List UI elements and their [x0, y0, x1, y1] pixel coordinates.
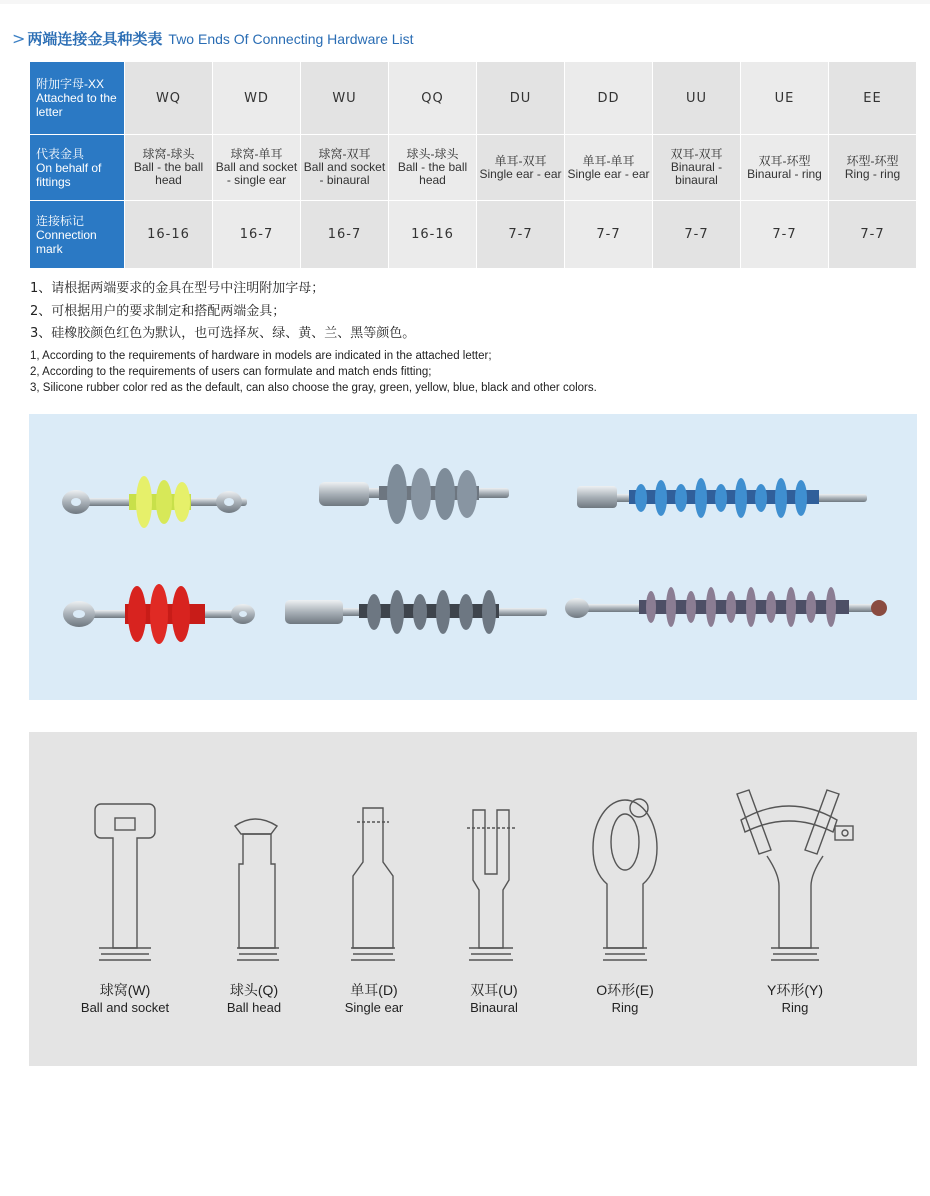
insulator-blue — [577, 478, 867, 518]
fitting-zh: 球窝-单耳 — [230, 147, 283, 161]
heading-en: Two Ends Of Connecting Hardware List — [168, 31, 414, 47]
notes-chinese — [30, 278, 415, 346]
mark-cell: 16-16 — [125, 201, 213, 269]
mark-cell: 16-7 — [301, 201, 389, 269]
diagram-label-zh: 双耳(U) — [470, 982, 518, 998]
code-cell: WD — [213, 62, 301, 135]
table-row-mark — [30, 201, 917, 269]
mark-cell: 16-16 — [389, 201, 477, 269]
note-en-1: 1, According to the requirements of hardware in models are indicated in the attached letter; — [30, 350, 492, 362]
ball-socket-icon — [95, 804, 155, 960]
code-cell: WU — [301, 62, 389, 135]
diagram-label-single-ear — [314, 980, 434, 1015]
fitting-zh: 双耳-环型 — [758, 153, 811, 168]
diagram-label-en: Binaural — [470, 1000, 518, 1015]
note-zh-3: 3、硅橡胶颜色红色为默认，也可选择灰、绿、黄、兰、黑等颜色。 — [30, 326, 416, 341]
fitting-cell — [653, 135, 741, 201]
top-rule — [0, 0, 930, 4]
row-header-en: Connection mark — [36, 227, 97, 256]
fitting-zh: 环型-环型 — [846, 153, 899, 168]
diagram-label-o-ring — [565, 980, 685, 1015]
mark-cell: 16-7 — [213, 201, 301, 269]
mark-cell: 7-7 — [565, 201, 653, 269]
row-header-zh: 代表金具 — [36, 146, 85, 161]
y-ring-icon — [737, 790, 853, 960]
mark-cell: 7-7 — [477, 201, 565, 269]
fitting-zh: 球窝-双耳 — [318, 147, 371, 161]
diagram-label-zh: Y环形(Y) — [767, 982, 823, 998]
fitting-en: Ball and socket - binaural — [303, 160, 386, 187]
row-header-zh: 连接标记 — [36, 213, 85, 228]
diagram-label-zh: O环形(E) — [596, 982, 654, 998]
diagram-label-zh: 球头(Q) — [229, 982, 279, 998]
insulators-illustration — [29, 414, 917, 700]
chevron-right-icon: > — [12, 29, 26, 48]
fitting-en: Ball - the ball head — [133, 160, 204, 187]
note-en-3: 3, Silicone rubber color red as the default, can also choose the gray, green, yellow, blue, black and other colors. — [30, 382, 597, 394]
table-row-letter — [30, 62, 917, 135]
code-cell: QQ — [389, 62, 477, 135]
diagram-label-zh: 单耳(D) — [350, 982, 398, 998]
mark-cell: 7-7 — [653, 201, 741, 269]
row-header-en: Attached to the letter — [36, 91, 117, 119]
diagram-label-zh: 球窝(W) — [99, 982, 151, 998]
hardware-line-drawings — [29, 732, 917, 1066]
mark-cell: 7-7 — [829, 201, 917, 269]
fitting-en: Ball and socket - single ear — [215, 160, 298, 187]
note-en-2: 2, According to the requirements of users can formulate and match ends fitting; — [30, 366, 432, 378]
fitting-cell — [125, 135, 213, 201]
fitting-zh: 球窝-球头 — [142, 147, 195, 161]
fitting-cell — [213, 135, 301, 201]
hardware-diagram-panel — [29, 732, 917, 1066]
hardware-table — [29, 61, 917, 269]
note-zh-1: 1、请根据两端要求的金具在型号中注明附加字母； — [30, 281, 325, 296]
diagram-label-binaural — [434, 980, 554, 1015]
fitting-en: Binaural - ring — [747, 166, 822, 181]
diagram-label-en: Single ear — [344, 1000, 404, 1015]
code-cell: UE — [741, 62, 829, 135]
fitting-zh: 单耳-双耳 — [494, 153, 547, 168]
row-header-en: On behalf of fittings — [36, 160, 102, 189]
fitting-zh: 单耳-单耳 — [582, 153, 635, 168]
diagram-label-y-ring — [735, 980, 855, 1015]
row-header-mark — [30, 201, 125, 269]
product-photo-panel — [29, 414, 917, 700]
code-cell: WQ — [125, 62, 213, 135]
fitting-en: Single ear - ear — [479, 166, 562, 181]
code-cell: EE — [829, 62, 917, 135]
note-zh-2: 2、可根据用户的要求制定和搭配两端金具； — [30, 303, 286, 319]
insulator-dark-blue — [565, 587, 887, 627]
mark-cell: 7-7 — [741, 201, 829, 269]
diagram-label-ball-socket — [65, 980, 185, 1015]
insulator-gray — [319, 464, 509, 524]
diagram-label-en: Ball head — [226, 1000, 282, 1015]
section-heading — [12, 28, 414, 52]
row-header-zh: 附加字母-XX — [36, 77, 105, 91]
fitting-cell — [829, 135, 917, 201]
insulator-dark-gray — [285, 590, 547, 634]
diagram-label-ball-head — [194, 980, 314, 1015]
fitting-cell — [389, 135, 477, 201]
diagram-label-en: Ring — [611, 1000, 639, 1015]
code-cell: UU — [653, 62, 741, 135]
code-cell: DU — [477, 62, 565, 135]
fitting-en: Binaural - binaural — [670, 160, 723, 187]
row-header-letter — [30, 62, 125, 135]
fitting-zh: 双耳-双耳 — [670, 147, 723, 161]
binaural-icon — [467, 810, 517, 960]
insulator-red — [63, 584, 255, 644]
fitting-zh: 球头-球头 — [406, 147, 459, 161]
fitting-cell — [477, 135, 565, 201]
single-ear-icon — [351, 808, 395, 960]
fitting-cell — [741, 135, 829, 201]
ball-head-icon — [235, 819, 279, 960]
notes-english — [30, 348, 597, 396]
fitting-en: Ring - ring — [844, 166, 901, 181]
diagram-label-en: Ring — [781, 1000, 809, 1015]
insulator-yellow-green — [62, 476, 247, 528]
fitting-en: Single ear - ear — [567, 166, 650, 181]
row-header-fittings — [30, 135, 125, 201]
fitting-cell — [565, 135, 653, 201]
diagram-label-en: Ball and socket — [80, 1000, 170, 1015]
table-row-fittings — [30, 135, 917, 201]
fitting-en: Ball - the ball head — [397, 160, 468, 187]
code-cell: DD — [565, 62, 653, 135]
heading-zh: 两端连接金具种类表 — [27, 30, 163, 48]
fitting-cell — [301, 135, 389, 201]
o-ring-icon — [593, 799, 657, 960]
